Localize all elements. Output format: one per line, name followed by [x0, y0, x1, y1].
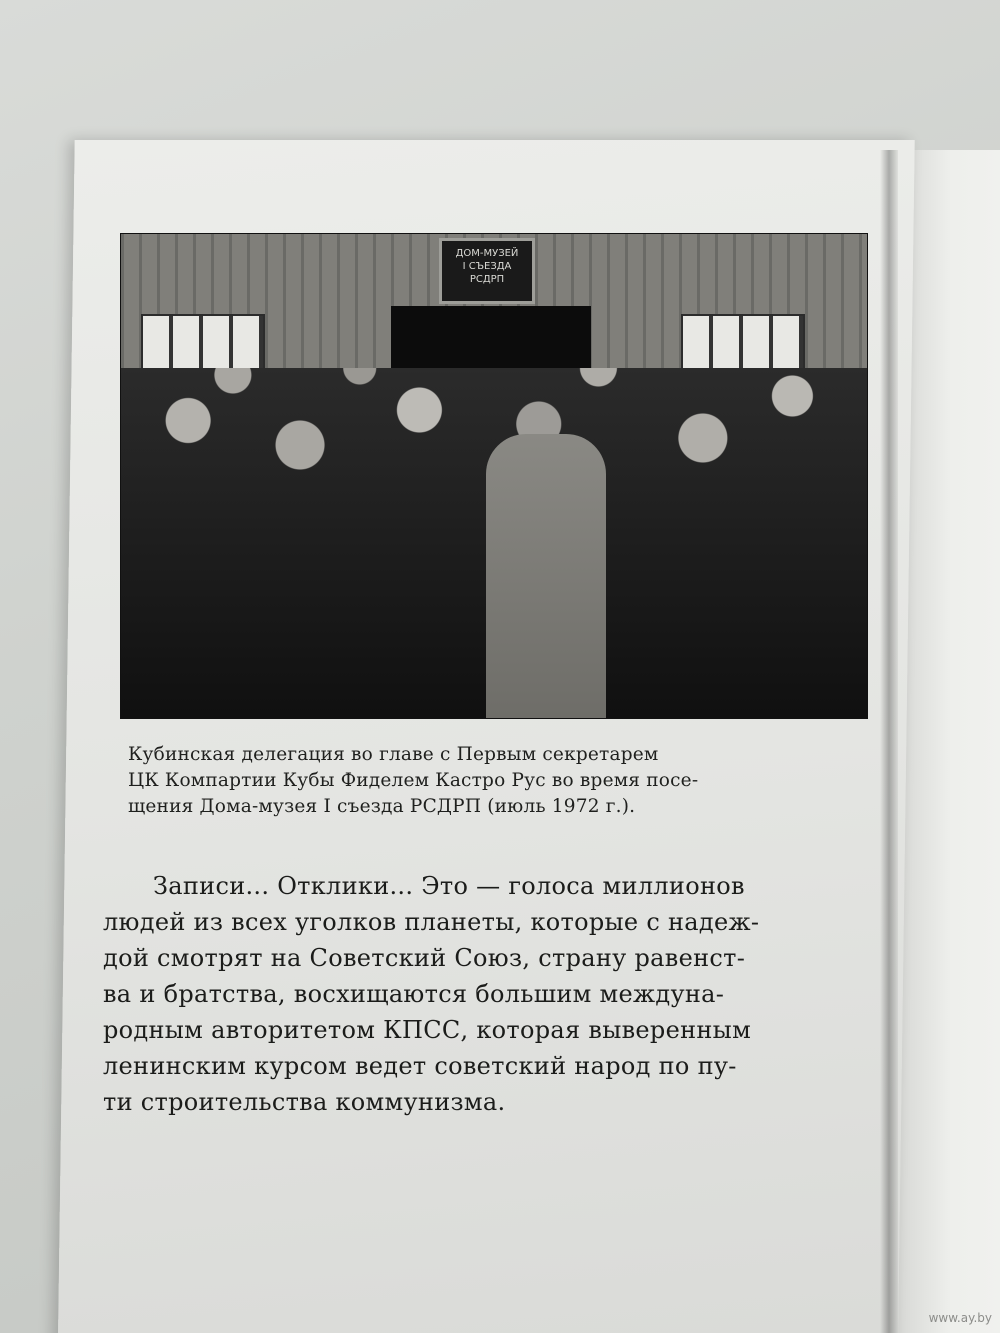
body-paragraph [103, 868, 887, 1120]
book-gutter [880, 150, 898, 1333]
sign-line: I СЪЕЗДА [462, 261, 512, 272]
caption-line: ЦК Компартии Кубы Фиделем Кастро Рус во время посе- [128, 770, 699, 791]
body-line: ти строительства коммунизма. [103, 1088, 506, 1116]
body-line: людей из всех уголков планеты, которые с надеж- [103, 908, 760, 936]
body-line: родным авторитетом КПСС, которая выверенным [103, 1016, 752, 1044]
delegation-photograph [120, 233, 868, 719]
caption-line: Кубинская делегация во главе с Первым секретарем [128, 744, 659, 765]
photo-figure-in-uniform [486, 434, 606, 718]
caption-line: щения Дома-музея I съезда РСДРП (июль 1972 г.). [128, 796, 636, 817]
body-line: ленинским курсом ведет советский народ по пу- [103, 1052, 737, 1080]
sign-line: РСДРП [469, 274, 505, 285]
body-line: Записи... Отклики... Это — голоса миллионов [153, 872, 745, 900]
body-line: дой смотрят на Советский Союз, страну равенст- [103, 944, 746, 972]
sign-line: ДОМ-МУЗЕЙ [455, 248, 519, 259]
photo-caption [128, 742, 868, 820]
body-line: ва и братства, восхищаются большим междуна- [103, 980, 725, 1008]
watermark: www.ay.by [928, 1311, 992, 1325]
photo-museum-sign [439, 238, 535, 304]
